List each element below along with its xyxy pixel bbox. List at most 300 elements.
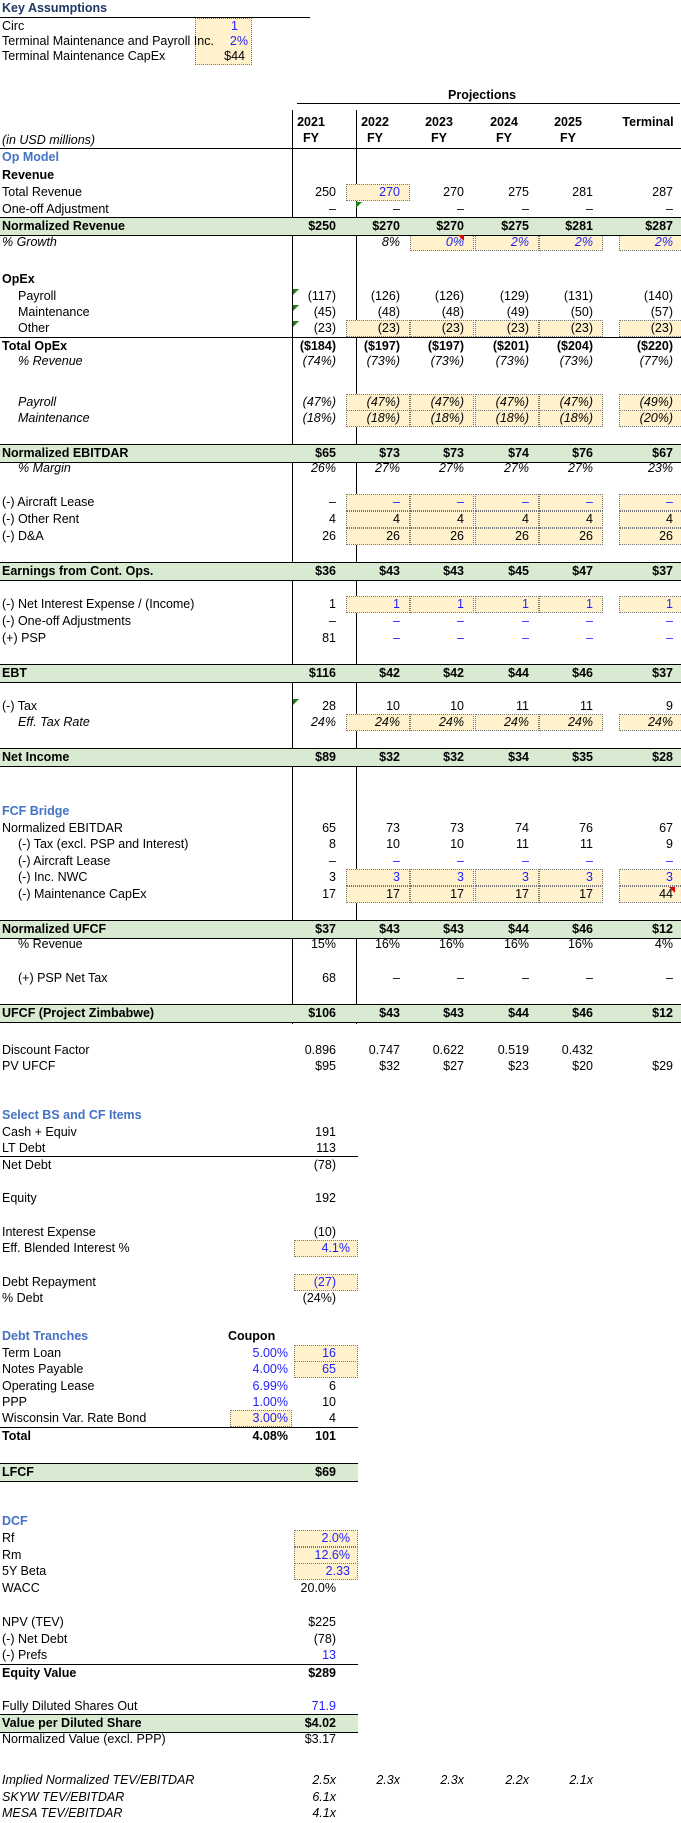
debt-coupon[interactable]: 1.00% bbox=[252, 1395, 288, 1409]
op_model-row bbox=[0, 511, 681, 528]
fcf-value: 73 bbox=[450, 821, 464, 835]
dcf-label: (-) Net Debt bbox=[2, 1632, 68, 1646]
fcf-row bbox=[0, 936, 681, 953]
fcf-value[interactable]: 3 bbox=[393, 870, 400, 884]
bs-label: Eff. Blended Interest % bbox=[2, 1241, 130, 1255]
debt-label: Term Loan bbox=[2, 1346, 62, 1360]
op_model-value: (48) bbox=[377, 305, 400, 319]
dcf-label: Normalized Value (excl. PPP) bbox=[2, 1732, 166, 1746]
bs-label: Equity bbox=[2, 1191, 37, 1205]
fcf-value: $20 bbox=[572, 1059, 593, 1073]
op_model-value[interactable]: 2% bbox=[510, 235, 529, 249]
bs-value: (10) bbox=[313, 1225, 336, 1239]
bs-value: (78) bbox=[313, 1158, 336, 1172]
multiple-value: 2.3x bbox=[440, 1773, 464, 1787]
op_model-value[interactable]: (23) bbox=[377, 321, 400, 335]
fcf-value: 16% bbox=[438, 937, 464, 951]
op_model-value[interactable]: 26 bbox=[450, 529, 464, 543]
op_model-value: (140) bbox=[643, 289, 673, 303]
op_model-row bbox=[0, 184, 681, 201]
fcf-value: 0.896 bbox=[304, 1043, 336, 1057]
multiple-label: MESA TEV/EBITDAR bbox=[2, 1806, 123, 1820]
op_model-row bbox=[0, 562, 681, 581]
op_model-value[interactable]: (23) bbox=[506, 321, 529, 335]
op_model-value[interactable]: 2% bbox=[654, 235, 673, 249]
fcf-value: $95 bbox=[315, 1059, 336, 1073]
op_model-value[interactable]: 1 bbox=[457, 597, 464, 611]
fcf-value: $44 bbox=[508, 1006, 529, 1020]
dcf-row bbox=[0, 1698, 358, 1715]
fcf-value: 16% bbox=[567, 937, 593, 951]
op_model-row bbox=[0, 304, 681, 321]
units-label: (in USD millions) bbox=[2, 133, 96, 147]
op_model-value[interactable]: (23) bbox=[441, 321, 464, 335]
fcf-row bbox=[0, 836, 681, 853]
fcf-label: Normalized EBITDAR bbox=[2, 821, 123, 835]
op_model-value[interactable]: (49%) bbox=[639, 395, 673, 409]
op_model-value: 27% bbox=[567, 461, 593, 475]
op_model-value: ($184) bbox=[299, 339, 336, 353]
op_model-row bbox=[0, 698, 681, 715]
op_model-value: – bbox=[329, 614, 336, 628]
bs-value[interactable]: (27) bbox=[313, 1275, 336, 1289]
op_model-value: 281 bbox=[572, 185, 593, 199]
op_model-value: (129) bbox=[499, 289, 529, 303]
debt-value: 10 bbox=[322, 1395, 336, 1409]
op_model-label: (-) D&A bbox=[2, 529, 44, 543]
debt-value[interactable]: 16 bbox=[322, 1346, 336, 1360]
projections-header: Projections bbox=[448, 88, 517, 102]
fcf-value: 10 bbox=[450, 837, 464, 851]
op_model-value: $67 bbox=[652, 446, 673, 460]
op_model-label: Payroll bbox=[18, 289, 57, 303]
op_model-row bbox=[0, 460, 681, 477]
op_model-row bbox=[0, 201, 681, 218]
bs-label: Interest Expense bbox=[2, 1225, 96, 1239]
op_model-value[interactable]: 26 bbox=[659, 529, 673, 543]
dcf-label: 5Y Beta bbox=[2, 1564, 47, 1578]
op_model-value: $73 bbox=[379, 446, 400, 460]
bs-value: 113 bbox=[316, 1141, 336, 1155]
op_model-value[interactable]: (23) bbox=[570, 321, 593, 335]
comment-marker-icon[interactable] bbox=[458, 235, 464, 241]
bs-label: % Debt bbox=[2, 1291, 43, 1305]
ka-value-circ[interactable]: 1 bbox=[231, 19, 238, 33]
op_model-value: – bbox=[457, 202, 464, 216]
op_model-row bbox=[0, 320, 681, 337]
dcf-label: (-) Prefs bbox=[2, 1648, 48, 1662]
comment-marker-icon[interactable] bbox=[293, 699, 299, 705]
debt-value[interactable]: 65 bbox=[322, 1362, 336, 1376]
fcf-value: $37 bbox=[315, 922, 336, 936]
dcf-value: $4.02 bbox=[304, 1716, 336, 1730]
op_model-label: Normalized EBITDAR bbox=[2, 446, 129, 460]
fcf-value: 74 bbox=[515, 821, 529, 835]
dcf-value[interactable]: 2.0% bbox=[321, 1531, 350, 1545]
op_model-value[interactable]: 24% bbox=[647, 715, 673, 729]
dcf-value: $225 bbox=[308, 1615, 336, 1629]
op_model-value: 275 bbox=[508, 185, 529, 199]
fcf-value[interactable]: 17 bbox=[515, 887, 529, 901]
op_model-value: (48) bbox=[441, 305, 464, 319]
op_model-value: $28 bbox=[652, 750, 673, 764]
fcf-value: 15% bbox=[310, 937, 336, 951]
fcf-value[interactable]: 44 bbox=[659, 887, 673, 901]
op_model-value[interactable]: 24% bbox=[374, 715, 400, 729]
op_model-value: – bbox=[522, 614, 529, 628]
op_model-value[interactable]: 24% bbox=[567, 715, 593, 729]
fcf-label: Discount Factor bbox=[2, 1043, 90, 1057]
op_model-value[interactable]: (23) bbox=[650, 321, 673, 335]
fcf-value: $29 bbox=[652, 1059, 673, 1073]
comment-marker-icon[interactable] bbox=[293, 289, 299, 295]
op_model-value: $35 bbox=[572, 750, 593, 764]
fcf-value: – bbox=[522, 971, 529, 985]
fcf-row bbox=[0, 970, 681, 987]
dcf-value[interactable]: 2.33 bbox=[325, 1564, 350, 1578]
op_model-value[interactable]: (18%) bbox=[559, 411, 593, 425]
op_model-value: – bbox=[329, 202, 336, 216]
op_model-label: % Revenue bbox=[18, 354, 83, 368]
lfcf-label: LFCF bbox=[2, 1465, 34, 1479]
op_model-value: 10 bbox=[450, 699, 464, 713]
comment-marker-icon[interactable] bbox=[293, 305, 299, 311]
op_model-value[interactable]: – bbox=[522, 495, 529, 509]
fcf-value[interactable]: 3 bbox=[457, 870, 464, 884]
dcf-row bbox=[0, 1547, 358, 1564]
op_model-row bbox=[0, 288, 681, 305]
op_model-label: EBT bbox=[2, 666, 27, 680]
op_model-value: (47%) bbox=[302, 395, 336, 409]
op_model-value[interactable]: (47%) bbox=[559, 395, 593, 409]
op_model-row bbox=[0, 494, 681, 511]
op_model-value: ($220) bbox=[636, 339, 673, 353]
op_model-value: (73%) bbox=[366, 354, 400, 368]
comment-marker-icon[interactable] bbox=[356, 202, 362, 208]
fcf-value: 11 bbox=[580, 837, 593, 851]
op_model-value: 11 bbox=[580, 699, 593, 713]
fcf-row bbox=[0, 1042, 681, 1059]
debt-coupon: 4.08% bbox=[252, 1429, 288, 1443]
fcf-value: 73 bbox=[386, 821, 400, 835]
dcf-label: Value per Diluted Share bbox=[2, 1716, 142, 1730]
op_model-value[interactable]: 4 bbox=[393, 512, 400, 526]
op_model-value[interactable]: 4 bbox=[586, 512, 593, 526]
op_model-value: 24% bbox=[310, 715, 336, 729]
op_model-value: 26% bbox=[310, 461, 336, 475]
op_model-row bbox=[0, 630, 681, 647]
year-header-0: 2021 bbox=[297, 115, 325, 129]
bs-value: (24%) bbox=[302, 1291, 336, 1305]
bs-row bbox=[0, 1290, 358, 1307]
op_model-value[interactable]: (47%) bbox=[430, 395, 464, 409]
op_model-label: (-) Other Rent bbox=[2, 512, 80, 526]
op_model-value: (23) bbox=[313, 321, 336, 335]
op_model-value: – bbox=[666, 614, 673, 628]
op_model-value[interactable]: – bbox=[457, 495, 464, 509]
bs-row bbox=[0, 1224, 358, 1241]
op_model-value: 250 bbox=[315, 185, 336, 199]
op_model-value: (73%) bbox=[495, 354, 529, 368]
fcf-value: $43 bbox=[443, 1006, 464, 1020]
debt-value: 6 bbox=[329, 1379, 336, 1393]
debt-row bbox=[0, 1410, 358, 1427]
op_model-label: Other bbox=[18, 321, 50, 335]
op_model-value: – bbox=[666, 631, 673, 645]
debt-coupon[interactable]: 5.00% bbox=[252, 1346, 288, 1360]
dcf-row bbox=[0, 1563, 358, 1580]
op_model-label: % Margin bbox=[18, 461, 71, 475]
dcf-row bbox=[0, 1631, 358, 1648]
revenue-heading: Revenue bbox=[2, 168, 55, 182]
multiple-value: 2.5x bbox=[312, 1773, 336, 1787]
bs-row bbox=[0, 1274, 358, 1291]
dcf-value[interactable]: 13 bbox=[322, 1648, 336, 1662]
multiple-row bbox=[0, 1805, 681, 1822]
op_model-value: (74%) bbox=[302, 354, 336, 368]
dcf-value: (78) bbox=[313, 1632, 336, 1646]
fcf-row bbox=[0, 869, 681, 886]
op_model-value[interactable]: – bbox=[666, 495, 673, 509]
op_model-value[interactable]: – bbox=[393, 495, 400, 509]
fcf-value: – bbox=[393, 854, 400, 868]
bs-row bbox=[0, 1140, 358, 1157]
fcf-label: (-) Aircraft Lease bbox=[18, 854, 111, 868]
fcf-value: $46 bbox=[572, 1006, 593, 1020]
fcf-value: – bbox=[457, 971, 464, 985]
multiple-value: 2.2x bbox=[505, 1773, 529, 1787]
op_model-value[interactable]: 24% bbox=[438, 715, 464, 729]
fcf-value[interactable]: 3 bbox=[522, 870, 529, 884]
fcf-value: – bbox=[522, 854, 529, 868]
fcf-label: UFCF (Project Zimbabwe) bbox=[2, 1006, 155, 1020]
op_model-value: 270 bbox=[443, 185, 464, 199]
dcf-row bbox=[0, 1580, 358, 1597]
op_model-value: $45 bbox=[508, 564, 529, 578]
op_model-value: – bbox=[393, 202, 400, 216]
op_model-row bbox=[0, 234, 681, 251]
op_model-value[interactable]: 26 bbox=[579, 529, 593, 543]
fy-header-1: FY bbox=[367, 131, 383, 145]
comment-marker-icon[interactable] bbox=[669, 887, 675, 893]
fcf-value[interactable]: 3 bbox=[666, 870, 673, 884]
debt-coupon[interactable]: 4.00% bbox=[252, 1362, 288, 1376]
op_model-value: 27% bbox=[503, 461, 529, 475]
debt-coupon[interactable]: 3.00% bbox=[252, 1411, 288, 1425]
op_model-value[interactable]: – bbox=[586, 495, 593, 509]
op_model-value: $65 bbox=[315, 446, 336, 460]
ka-value-terminal-capex[interactable]: $44 bbox=[224, 49, 245, 63]
op_model-value[interactable]: 4 bbox=[522, 512, 529, 526]
fcf-label: (+) PSP Net Tax bbox=[18, 971, 108, 985]
fcf-value: 65 bbox=[322, 821, 336, 835]
dcf-value: $3.17 bbox=[304, 1732, 336, 1746]
op_model-value: $74 bbox=[508, 446, 529, 460]
op_model-label: (-) Aircraft Lease bbox=[2, 495, 95, 509]
fcf-value: 76 bbox=[579, 821, 593, 835]
op_model-value: $281 bbox=[565, 219, 593, 233]
fcf-value: $44 bbox=[508, 922, 529, 936]
dcf-value[interactable]: 12.6% bbox=[314, 1548, 350, 1562]
fcf-value: 67 bbox=[659, 821, 673, 835]
fcf-value: $43 bbox=[379, 922, 400, 936]
dcf-title: DCF bbox=[2, 1514, 28, 1528]
fcf-value: $43 bbox=[379, 1006, 400, 1020]
key-assumptions-title: Key Assumptions bbox=[2, 1, 108, 15]
dcf-value[interactable]: 71.9 bbox=[311, 1699, 336, 1713]
fcf-label: % Revenue bbox=[18, 937, 83, 951]
bs-value: 192 bbox=[315, 1191, 336, 1205]
fy-header-3: FY bbox=[496, 131, 512, 145]
op_model-value: 27% bbox=[374, 461, 400, 475]
multiple-value: 2.1x bbox=[569, 1773, 593, 1787]
fcf-value[interactable]: 17 bbox=[386, 887, 400, 901]
op_model-value: 23% bbox=[647, 461, 673, 475]
coupon-header: Coupon bbox=[228, 1329, 276, 1343]
op_model-value: 11 bbox=[516, 699, 529, 713]
dcf-value: $289 bbox=[308, 1666, 336, 1680]
fcf-value: $32 bbox=[379, 1059, 400, 1073]
op_model-row bbox=[0, 394, 681, 411]
op_model-value: 81 bbox=[322, 631, 336, 645]
op_model-value: 27% bbox=[438, 461, 464, 475]
op_model-row bbox=[0, 714, 681, 731]
op_model-value: (117) bbox=[307, 289, 336, 303]
fcf-value: 4% bbox=[654, 937, 673, 951]
fcf-value[interactable]: 3 bbox=[586, 870, 593, 884]
op_model-value: – bbox=[393, 614, 400, 628]
op_model-value[interactable]: 24% bbox=[503, 715, 529, 729]
debt-row bbox=[0, 1345, 358, 1362]
ka-label-circ: Circ bbox=[2, 19, 25, 33]
debt-row bbox=[0, 1378, 358, 1395]
debt-coupon[interactable]: 6.99% bbox=[252, 1379, 288, 1393]
fcf-value: 0.519 bbox=[497, 1043, 529, 1057]
bs-label: LT Debt bbox=[2, 1141, 46, 1155]
op_model-value: $270 bbox=[372, 219, 400, 233]
debt-value: 4 bbox=[329, 1411, 336, 1425]
ka-value-terminal-inc[interactable]: 2% bbox=[229, 34, 248, 48]
op_model-value[interactable]: 270 bbox=[379, 185, 400, 199]
op_model-value[interactable]: 26 bbox=[386, 529, 400, 543]
op_model-value: $43 bbox=[379, 564, 400, 578]
bs-label: Debt Repayment bbox=[2, 1275, 96, 1289]
op_model-value[interactable]: 0% bbox=[445, 235, 464, 249]
op_model-value: $44 bbox=[508, 666, 529, 680]
fcf-row bbox=[0, 886, 681, 903]
debt-title: Debt Tranches bbox=[2, 1329, 89, 1343]
multiple-label: SKYW TEV/EBITDAR bbox=[2, 1790, 125, 1804]
op_model-value[interactable]: 2% bbox=[574, 235, 593, 249]
fcf-label: (-) Tax (excl. PSP and Interest) bbox=[18, 837, 189, 851]
fcf-label: Normalized UFCF bbox=[2, 922, 107, 936]
multiple-value: 2.3x bbox=[376, 1773, 400, 1787]
multiple-row bbox=[0, 1772, 681, 1789]
op_model-value[interactable]: 1 bbox=[522, 597, 529, 611]
dcf-row bbox=[0, 1731, 358, 1748]
bs-row bbox=[0, 1156, 358, 1174]
op_model-value[interactable]: 1 bbox=[666, 597, 673, 611]
op_model-value: ($204) bbox=[556, 339, 593, 353]
op_model-value: – bbox=[586, 614, 593, 628]
fcf-value: 17 bbox=[322, 887, 336, 901]
fcf-value: – bbox=[586, 854, 593, 868]
debt-label: Operating Lease bbox=[2, 1379, 95, 1393]
op_model-value[interactable]: (18%) bbox=[366, 411, 400, 425]
op_model-value[interactable]: (20%) bbox=[639, 411, 673, 425]
op_model-value[interactable]: 1 bbox=[586, 597, 593, 611]
fcf-value: $106 bbox=[308, 1006, 336, 1020]
fcf-value[interactable]: 17 bbox=[579, 887, 593, 901]
dcf-label: Rf bbox=[2, 1531, 15, 1545]
debt-label: Notes Payable bbox=[2, 1362, 84, 1376]
multiple-row bbox=[0, 1789, 681, 1806]
op_model-value: (126) bbox=[370, 289, 400, 303]
op_model-value[interactable]: 26 bbox=[515, 529, 529, 543]
fcf-value: $46 bbox=[572, 922, 593, 936]
op_model-value[interactable]: (18%) bbox=[495, 411, 529, 425]
op_model-value: $73 bbox=[443, 446, 464, 460]
op_model-value[interactable]: 4 bbox=[666, 512, 673, 526]
op_model-value: 10 bbox=[386, 699, 400, 713]
fy-header-0: FY bbox=[303, 131, 319, 145]
comment-marker-icon[interactable] bbox=[293, 321, 299, 327]
op_model-label: One-off Adjustment bbox=[2, 202, 109, 216]
op_model-label: (+) PSP bbox=[2, 631, 47, 645]
op_model-value[interactable]: 4 bbox=[457, 512, 464, 526]
op_model-value: – bbox=[522, 202, 529, 216]
op_model-value: – bbox=[586, 202, 593, 216]
op_model-row bbox=[0, 613, 681, 630]
op_model-value: 287 bbox=[652, 185, 673, 199]
op_model-value: 28 bbox=[322, 699, 336, 713]
op_model-value: (126) bbox=[434, 289, 464, 303]
op_model-value[interactable]: (47%) bbox=[495, 395, 529, 409]
fcf-value: $12 bbox=[652, 1006, 673, 1020]
year-header-3: 2024 bbox=[490, 115, 518, 129]
op_model-row bbox=[0, 353, 681, 370]
op_model-label: Earnings from Cont. Ops. bbox=[2, 564, 154, 578]
fcf-value[interactable]: 17 bbox=[450, 887, 464, 901]
op_model-value: ($197) bbox=[427, 339, 464, 353]
op_model-value: (57) bbox=[650, 305, 673, 319]
fcf-value: 8 bbox=[329, 837, 336, 851]
dcf-value: 20.0% bbox=[300, 1581, 336, 1595]
bs-value[interactable]: 4.1% bbox=[321, 1241, 350, 1255]
dcf-label: Rm bbox=[2, 1548, 22, 1562]
bs-title: Select BS and CF Items bbox=[2, 1108, 142, 1122]
op_model-value[interactable]: (18%) bbox=[430, 411, 464, 425]
op_model-value[interactable]: 1 bbox=[393, 597, 400, 611]
fcf-value: 3 bbox=[329, 870, 336, 884]
op_model-value: – bbox=[586, 631, 593, 645]
op_model-value: $250 bbox=[308, 219, 336, 233]
fy-header-2: FY bbox=[431, 131, 447, 145]
op_model-value: $89 bbox=[315, 750, 336, 764]
op_model-value[interactable]: (47%) bbox=[366, 395, 400, 409]
op_model-value: $32 bbox=[379, 750, 400, 764]
op_model-value: – bbox=[457, 631, 464, 645]
op_model-value: 1 bbox=[329, 597, 336, 611]
dcf-label: NPV (TEV) bbox=[2, 1615, 64, 1629]
op_model-value: (18%) bbox=[302, 411, 336, 425]
op_model-label: Payroll bbox=[18, 395, 57, 409]
fcf-value: – bbox=[329, 854, 336, 868]
year-header-2: 2023 bbox=[425, 115, 453, 129]
op_model-value: (49) bbox=[506, 305, 529, 319]
debt-value: 101 bbox=[315, 1429, 336, 1443]
bs-label: Cash + Equiv bbox=[2, 1125, 77, 1139]
